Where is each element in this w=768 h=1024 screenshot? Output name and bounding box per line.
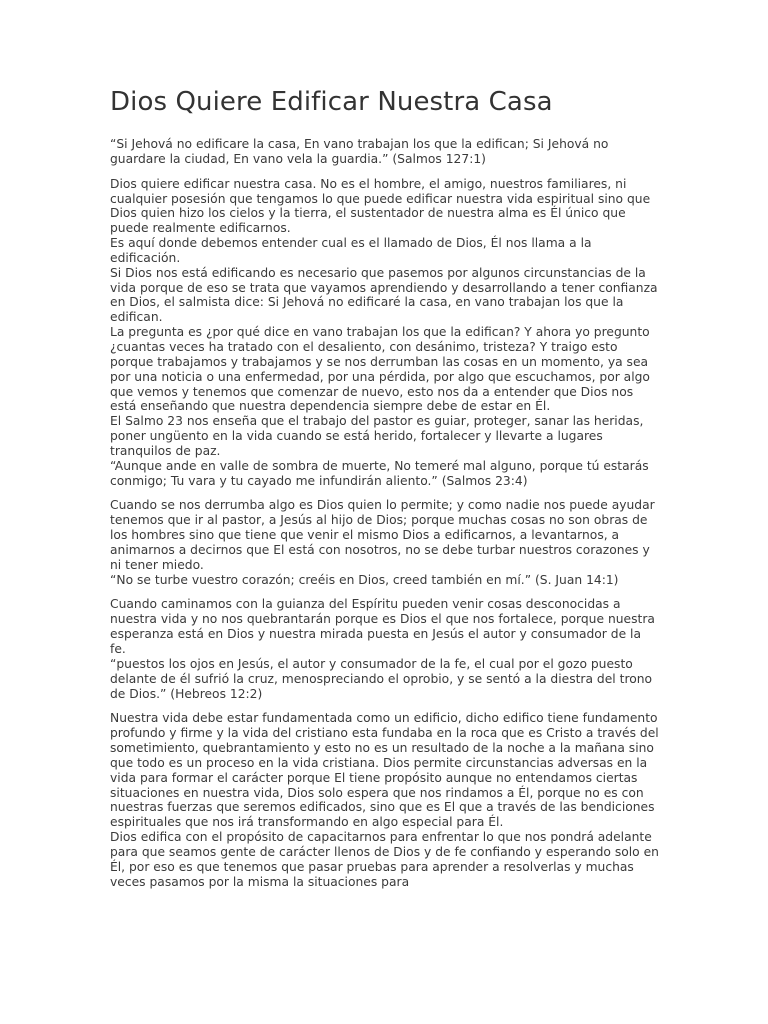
document-page [110, 84, 660, 900]
document-title: Dios Quiere Edificar Nuestra Casa [110, 87, 553, 117]
paragraph-5: Nuestra vida debe estar fundamentada como un edificio, dicho edifico tiene fundamento profundo y firme y la vida del cristiano esta fundaba en la roca que es Cristo a través del sometimiento, quebrantamiento y esto no es un resultado de la noche a la mañana sino que todo es un proceso en la vida cristiana. Dios permite circunstancias adversas en la vida para formar el carácter porque El tiene propósito aunque no entendamos ciertas situaciones en nuestra vida, Dios solo espera que nos rindamos a Él, porque no es con nuestras fuerzas que seremos edificados, sino que es El que a través de las bendiciones espirituales que nos irá transformando en algo especial para Él. Dios edifica con el propósito de capacitarnos para enfrentar lo que nos pondrá adelante para que seamos gente de carácter llenos de Dios y de fe confiando y esperando solo en Él, por eso es que tenemos que pasar pruebas para aprender a resolverlas y muchas veces pasamos por la misma la situaciones para [110, 711, 659, 889]
paragraph-4: Cuando caminamos con la guianza del Espíritu pueden venir cosas desconocidas a nuestra vida y no nos quebrantarán porque es Dios el que nos fortalece, porque nuestra esperanza está en Dios y nuestra mirada puesta en Jesús el autor y consumador de la fe. “puestos los ojos en Jesús, el autor y consumador de la fe, el cual por el gozo puesto delante de él sufrió la cruz, menospreciando el oprobio, y se sentó a la diestra del trono de Dios.” (Hebreos 12:2) [110, 597, 655, 701]
paragraph-1: “Si Jehová no edificare la casa, En vano trabajan los que la edifican; Si Jehová no guardare la ciudad, En vano vela la guardia.” (Salmos 127:1) [110, 137, 609, 166]
paragraph-3: Cuando se nos derrumba algo es Dios quien lo permite; y como nadie nos puede ayudar tenemos que ir al pastor, a Jesús al hijo de Dios; porque muchas cosas no son obras de los hombres sino que tiene que venir el mismo Dios a edificarnos, a levantarnos, a animarnos a decirnos que El está con nosotros, no se debe turbar nuestros corazones y ni tener miedo. “No se turbe vuestro corazón; creéis en Dios, creed también en mí.” (S. Juan 14:1) [110, 498, 655, 587]
paragraph-2: Dios quiere edificar nuestra casa. No es el hombre, el amigo, nuestros familiares, ni cualquier posesión que tengamos lo que puede edificar nuestra vida espiritual sino que Dios quien hizo los cielos y la tierra, el sustentador de nuestra alma es Él único que puede realmente edificarnos. Es aquí donde debemos entender cual es el llamado de Dios, Él nos llama a la edificación. Si Dios nos está edificando es necesario que pasemos por algunos circunstancias de la vida porque de eso se trata que vayamos aprendiendo y desarrollando a tener confianza en Dios, el salmista dice: Si Jehová no edificaré la casa, en vano trabajan los que la edifican. La pregunta es ¿por qué dice en vano trabajan los que la edifican? Y ahora yo pregunto ¿cuantas veces ha tratado con el desaliento, con desánimo, tristeza? Y traigo esto porque trabajamos y trabajamos y se nos derrumban las cosas en un momento, ya sea por una noticia o una enfermedad, por una pérdida, por algo que escuchamos, por algo que vemos y tenemos que comenzar de nuevo, esto nos da a entender que Dios nos está enseñando que nuestra dependencia siempre debe de estar en Él. El Salmo 23 nos enseña que el trabajo del pastor es guiar, proteger, sanar las heridas, poner ungüento en la vida cuando se está herido, fortalecer y llevarte a lugares tranquilos de paz. “Aunque ande en valle de sombra de muerte, No temeré mal alguno, porque tú estarás conmigo; Tu vara y tu cayado me infundirán aliento.” (Salmos 23:4) [110, 176, 658, 488]
